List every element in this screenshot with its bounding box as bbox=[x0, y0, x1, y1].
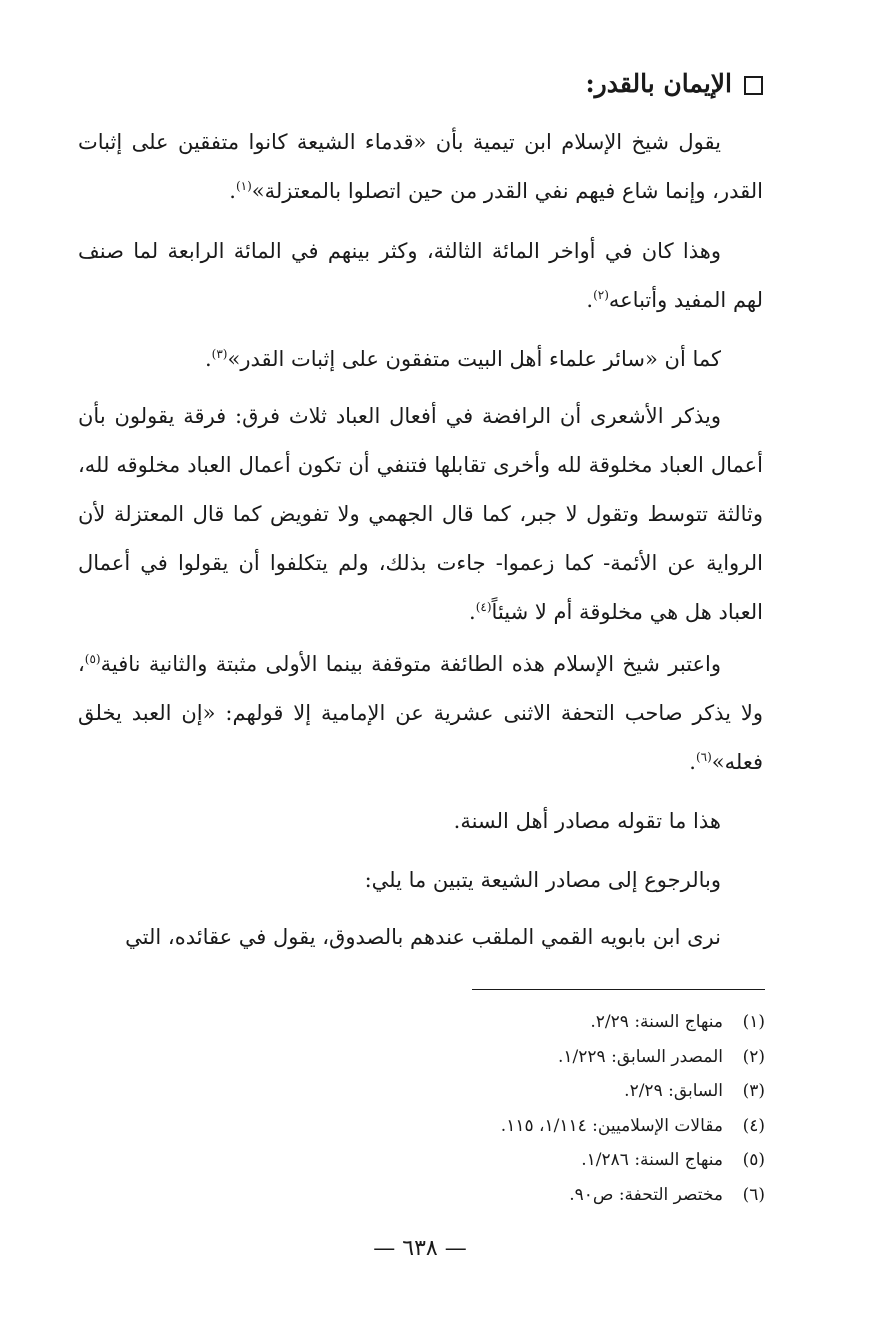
section-heading-text: الإيمان بالقدر: bbox=[585, 69, 732, 98]
footnote-item: (٦)مختصر التحفة: ص٩٠. bbox=[569, 1184, 765, 1205]
footnote-item: (٤)مقالات الإسلاميين: ١/١١٤، ١١٥. bbox=[500, 1115, 765, 1136]
footnote-ref-6: (٦) bbox=[695, 750, 712, 764]
footnote-ref-5: (٥) bbox=[84, 652, 101, 666]
footnote-item: (٣)السابق: ٢/٢٩. bbox=[624, 1081, 765, 1101]
checkbox-square-icon bbox=[744, 76, 763, 95]
paragraph-1: يقول شيخ الإسلام ابن تيمية بأن «قدماء الشيعة كانوا متفقين على إثبات القدر، وإنما شاع فيهم نفي القدر من حين اتصلوا بالمعتزلة»$^{(١)}$. bbox=[78, 130, 763, 203]
footnote-ref-1: (١) bbox=[235, 179, 252, 193]
paragraph-2: وهذا كان في أواخر المائة الثالثة، وكثر بينهم في المائة الرابعة لما صنف لهم المفيد وأتباعه$^{(٢)}$. bbox=[78, 239, 763, 312]
footnote-ref-2: (٢) bbox=[593, 288, 609, 302]
footnote-ref-3: (٣) bbox=[211, 347, 228, 361]
paragraph-4: ويذكر الأشعرى أن الرافضة في أفعال العباد ثلاث فرق: فرقة يقولون بأن أعمال العباد مخلوقة لله وأخرى تقابلها فتنفي أن تكون أعمال العباد مخلوقه لله، وثالثة تتوسط وتقول لا جبر، كما قال الجهمي ولا تفويض كما قال المعتزلة لأن الرواية عن الأئمة- كما زعموا- جاءت بذلك، ولم يتكلفوا أن يقولوا في أعمال العباد هل هي مخلوقة أم لا شيئاً$^{(٤)}$. bbox=[78, 404, 763, 624]
footnote-separator bbox=[472, 989, 765, 990]
paragraph-6: هذا ما تقوله مصادر أهل السنة. bbox=[453, 809, 721, 833]
footnote-item: (٢)المصدر السابق: ١/٢٢٩. bbox=[558, 1046, 765, 1067]
section-heading bbox=[585, 66, 763, 102]
paragraph-5: واعتبر شيخ الإسلام هذه الطائفة متوقفة بينما الأولى مثبتة والثانية نافية$^{(٥)}$، ولا يذكر صاحب التحفة الاثنى عشرية عن الإمامية إلا قولهم: «إن العبد يخلق فعله»$^{(٦)}$. bbox=[78, 652, 763, 774]
footnotes-list bbox=[305, 1005, 765, 1212]
footnote-item: (١)منهاج السنة: ٢/٢٩. bbox=[590, 1012, 765, 1032]
page-number: — ٦٣٨ — bbox=[373, 1236, 467, 1261]
paragraph-3: كما أن «سائر علماء أهل البيت متفقون على إثبات القدر»$^{(٣)}$. bbox=[204, 347, 721, 371]
footnote-ref-4: (٤) bbox=[475, 600, 492, 614]
footnote-item: (٥)منهاج السنة: ١/٢٨٦. bbox=[581, 1150, 765, 1170]
paragraph-8: نرى ابن بابويه القمي الملقب عندهم بالصدوق، يقول في عقائده، التي bbox=[125, 925, 721, 949]
paragraph-7: وبالرجوع إلى مصادر الشيعة يتبين ما يلي: bbox=[364, 868, 721, 892]
